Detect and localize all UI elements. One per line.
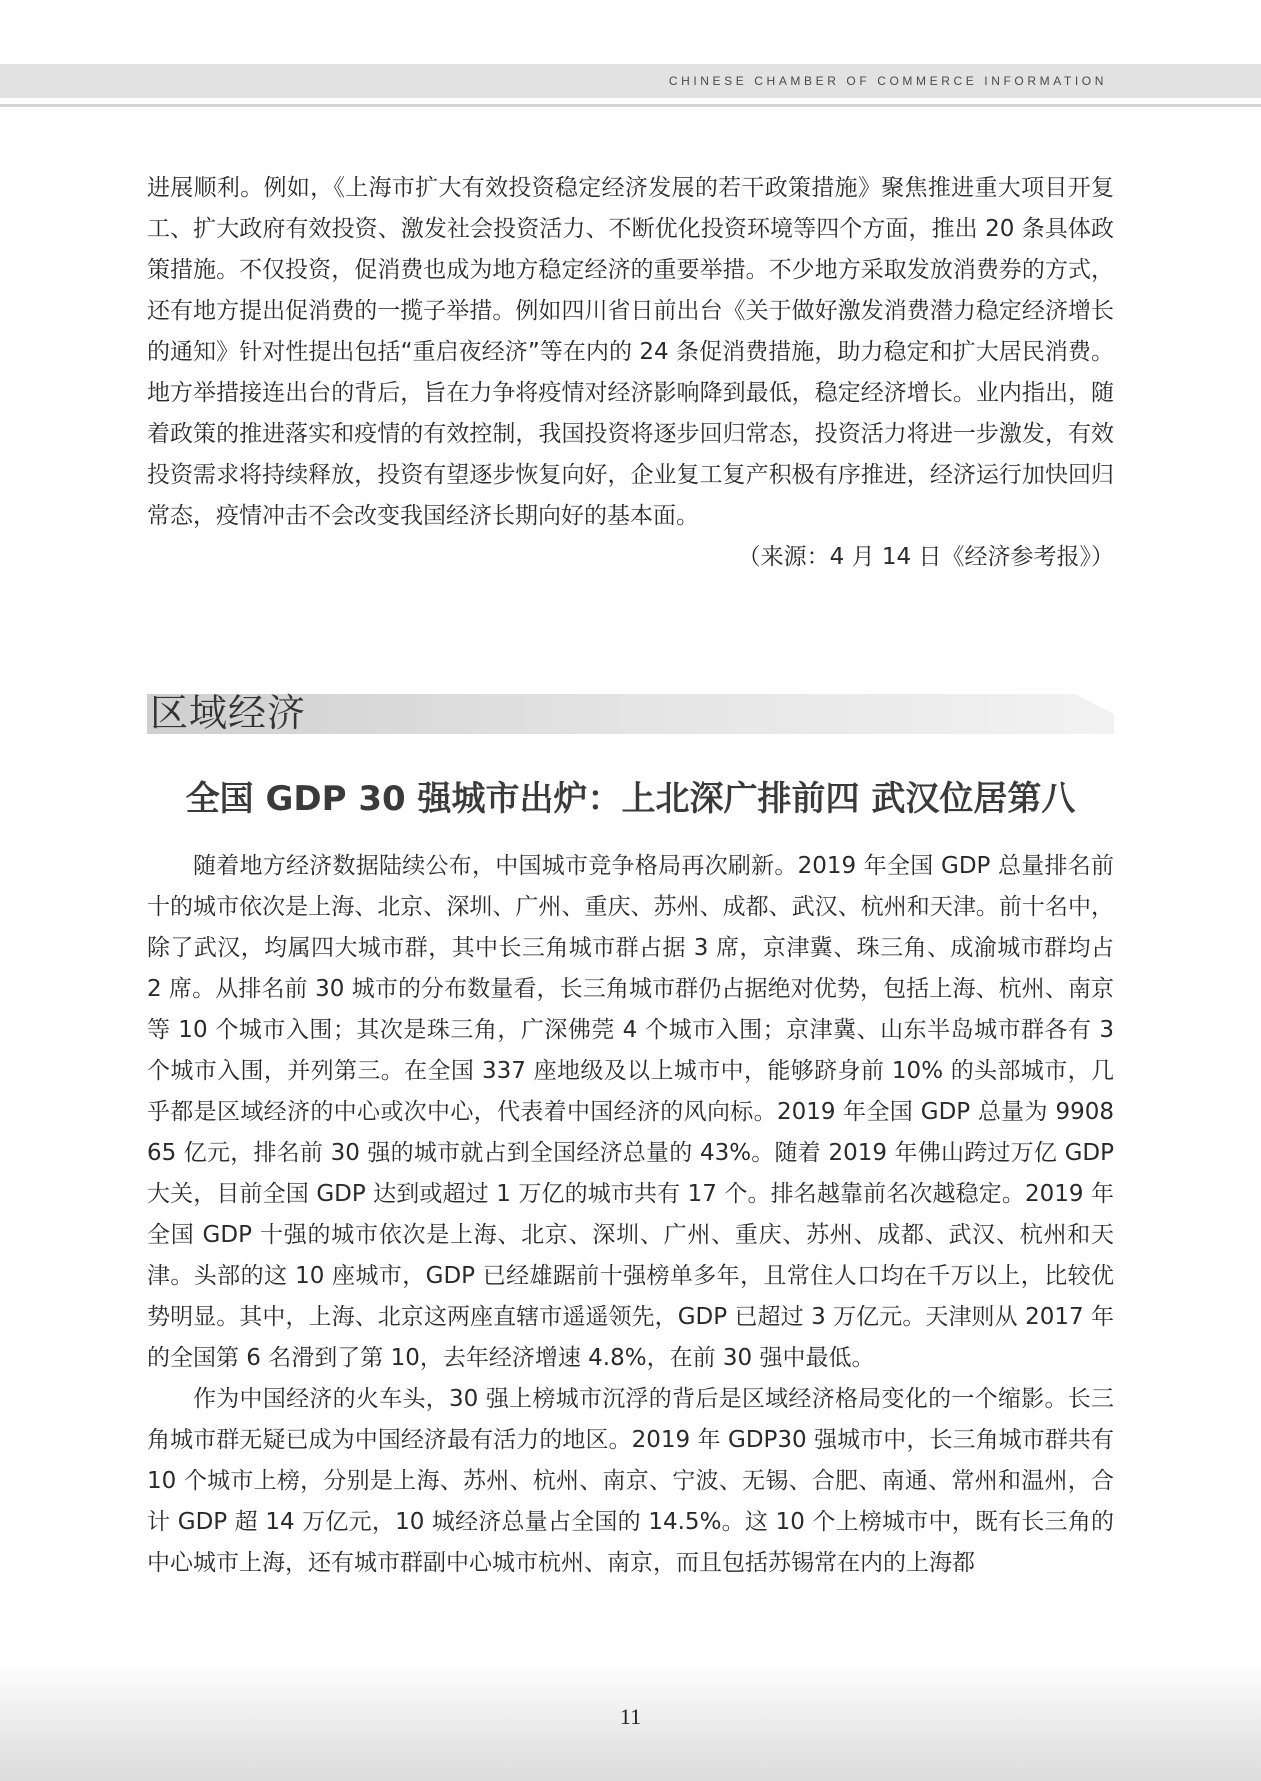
page-number: 11 (619, 1704, 642, 1729)
article-paragraph: 作为中国经济的火车头，30 强上榜城市沉浮的背后是区域经济格局变化的一个缩影。长三角城市群无疑已成为中国经济最有活力的地区。2019 年 GDP30 强城市中，长三角城市群共有 10 个城市上榜，分别是上海、苏州、杭州、南京、宁波、无锡、合肥、南通、常州和温州，合计 GDP 超 14 万亿元，10 城经济总量占全国的 14.5%。这 10 个上榜城市中，既有长三角的中心城市上海，还有城市群副中心城市杭州、南京，而且包括苏锡常在内的上海都 (147, 1386, 1114, 1576)
header-divider (0, 104, 1261, 107)
section-title: 区域经济 (150, 691, 307, 735)
continued-article (147, 168, 1114, 578)
article-body (147, 846, 1114, 1584)
article-title: 全国 GDP 30 强城市出炉：上北深广排前四 武汉位居第八 (185, 779, 1076, 819)
source-citation: （来源：4 月 14 日《经济参考报》） (737, 544, 1114, 570)
running-header: CHINESE CHAMBER OF COMMERCE INFORMATION (668, 74, 1107, 88)
article-paragraph: 随着地方经济数据陆续公布，中国城市竞争格局再次刷新。2019 年全国 GDP 总量排名前十的城市依次是上海、北京、深圳、广州、重庆、苏州、成都、武汉、杭州和天津。前十名中，除了武汉，均属四大城市群，其中长三角城市群占据 3 席，京津冀、珠三角、成渝城市群均占 2 席。从排名前 30 城市的分布数量看，长三角城市群仍占据绝对优势，包括上海、杭州、南京等 10 个城市入围；其次是珠三角，广深佛莞 4 个城市入围；京津冀、山东半岛城市群各有 3 个城市入围，并列第三。在全国 337 座地级及以上城市中，能够跻身前 10% 的头部城市，几乎都是区域经济的中心或次中心，代表着中国经济的风向标。2019 年全国 GDP 总量为 990865 亿元，排名前 30 强的城市就占到全国经济总量的 43%。随着 2019 年佛山跨过万亿 GDP 大关，目前全国 GDP 达到或超过 1 万亿的城市共有 17 个。排名越靠前名次越稳定。2019 年全国 GDP 十强的城市依次是上海、北京、深圳、广州、重庆、苏州、成都、武汉、杭州和天津。头部的这 10 座城市，GDP 已经雄踞前十强榜单多年，且常住人口均在千万以上，比较优势明显。其中，上海、北京这两座直辖市遥遥领先，GDP 已超过 3 万亿元。天津则从 2017 年的全国第 6 名滑到了第 10，去年经济增速 4.8%，在前 30 强中最低。 (147, 853, 1114, 1371)
continued-paragraph: 进展顺利。例如，《上海市扩大有效投资稳定经济发展的若干政策措施》聚焦推进重大项目开复工、扩大政府有效投资、激发社会投资活力、不断优化投资环境等四个方面，推出 20 条具体政策措施。不仅投资，促消费也成为地方稳定经济的重要举措。不少地方采取发放消费券的方式，还有地方提出促消费的一揽子举措。例如四川省日前出台《关于做好激发消费潜力稳定经济增长的通知》针对性提出包括“重启夜经济”等在内的 24 条促消费措施，助力稳定和扩大居民消费。地方举措接连出台的背后，旨在力争将疫情对经济影响降到最低，稳定经济增长。业内指出，随着政策的推进落实和疫情的有效控制，我国投资将逐步回归常态，投资活力将进一步激发，有效投资需求将持续释放，投资有望逐步恢复向好，企业复工复产积极有序推进，经济运行加快回归常态，疫情冲击不会改变我国经济长期向好的基本面。 (147, 175, 1114, 529)
